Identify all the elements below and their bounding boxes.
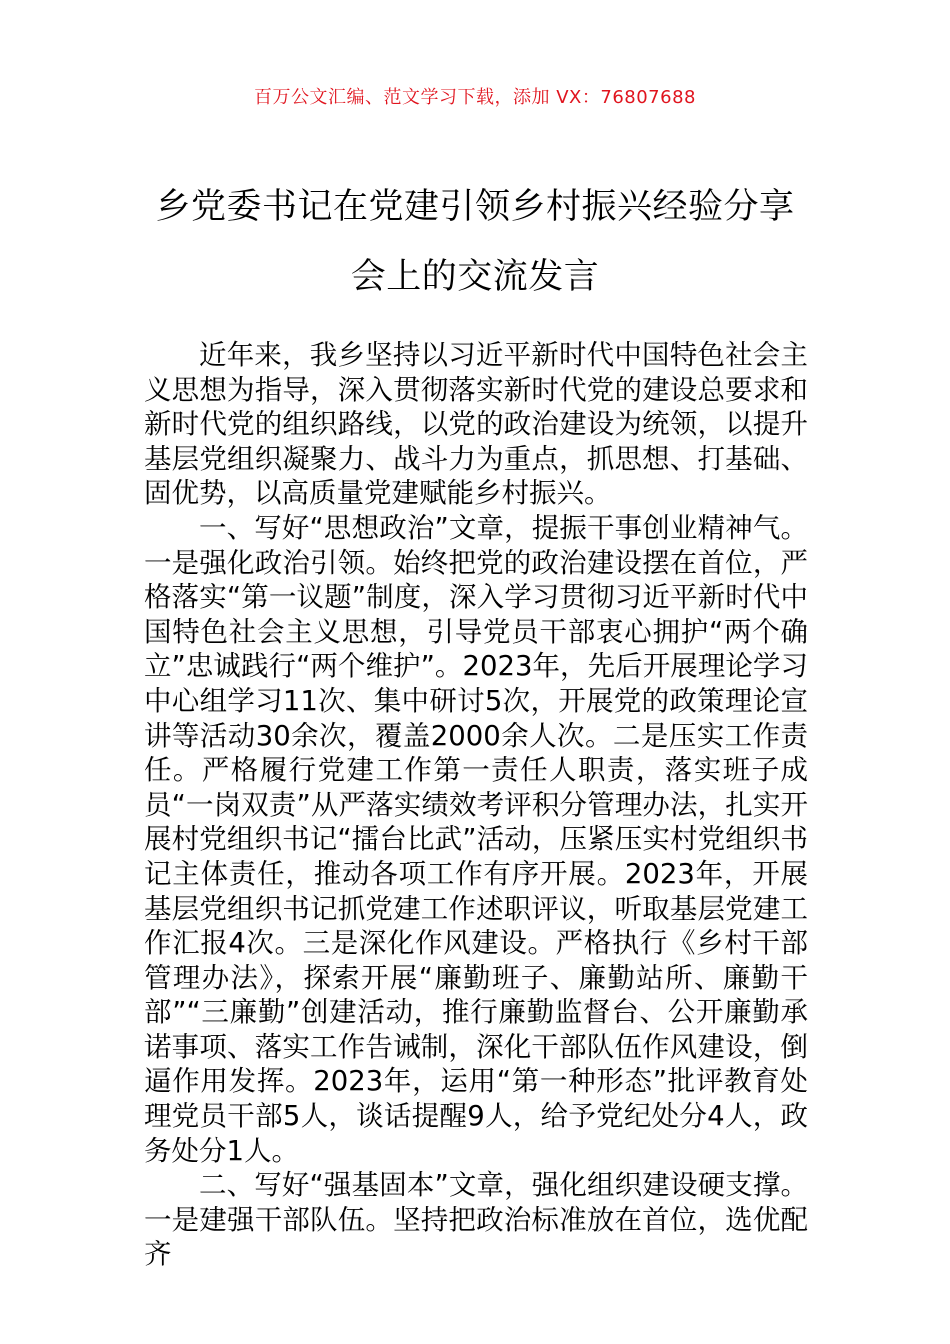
document-title [130, 172, 820, 312]
document-title-line-1: 乡党委书记在党建引领乡村振兴经验分享 [155, 187, 795, 227]
watermark-banner: 百万公文汇编、范文学习下载，添加 VX：76807688 [254, 87, 696, 108]
paragraph-section-1: 一、写好“思想政治”文章，提振干事创业精神气。一是强化政治引领。始终把党的政治建设摆在首位，严格落实“第一议题”制度，深入学习贯彻习近平新时代中国特色社会主义思想，引导党员干部衷心拥护“两个确立”忠诚践行“两个维护”。2023年，先后开展理论学习中心组学习11次、集中研讨5次，开展党的政策理论宣讲等活动30余次，覆盖2000余人次。二是压实工作责任。严格履行党建工作第一责任人职责，落实班子成员“一岗双责”从严落实绩效考评积分管理办法，扎实开展村党组织书记“擂台比武”活动，压紧压实村党组织书记主体责任，推动各项工作有序开展。2023年，开展基层党组织书记抓党建工作述职评议，听取基层党建工作汇报4次。三是深化作风建设。严格执行《乡村干部管理办法》，探索开展“廉勤班子、廉勤站所、廉勤干部”“三廉勤”创建活动，推行廉勤监督台、公开廉勤承诺事项、落实工作告诫制，深化干部队伍作风建设，倒逼作用发挥。2023年，运用“第一种形态”批评教育处理党员干部5人，谈话提醒9人，给予党纪处分4人，政务处分1人。 [144, 511, 808, 1167]
paragraph-intro: 近年来，我乡坚持以习近平新时代中国特色社会主义思想为指导，深入贯彻落实新时代党的建设总要求和新时代党的组织路线，以党的政治建设为统领，以提升基层党组织凝聚力、战斗力为重点，抓思想、打基础、固优势，以高质量党建赋能乡村振兴。 [144, 339, 808, 510]
document-title-line-2: 会上的交流发言 [350, 257, 600, 297]
paragraph-section-2: 二、写好“强基固本”文章，强化组织建设硬支撑。一是建强干部队伍。坚持把政治标准放在首位，选优配齐 [144, 1169, 808, 1271]
document-body [144, 338, 808, 1272]
